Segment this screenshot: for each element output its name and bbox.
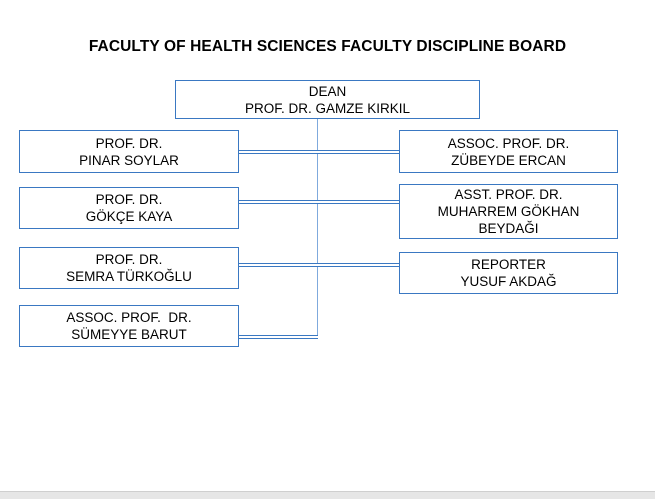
member-title: REPORTER [471, 257, 546, 272]
connector-right-2 [318, 200, 399, 204]
member-box-left-4 [19, 305, 239, 347]
member-title: ASSOC. PROF. DR. [66, 310, 192, 325]
connector-right-1 [318, 150, 399, 154]
member-box-right-2 [399, 184, 618, 239]
member-name: MUHARREM GÖKHAN [437, 204, 580, 219]
dean-role: DEAN [308, 83, 347, 99]
member-box-left-1 [19, 130, 239, 173]
member-title: PROF. DR. [95, 192, 163, 207]
connector-left-4 [238, 335, 318, 339]
connector-left-3 [238, 263, 318, 267]
bottom-scrollbar [0, 491, 655, 499]
member-box-left-3 [19, 247, 239, 289]
chart-title: FACULTY OF HEALTH SCIENCES FACULTY DISCIPLINE BOARD [88, 38, 567, 55]
member-name: GÖKÇE KAYA [85, 209, 173, 224]
dean-box [175, 80, 480, 119]
member-box-left-2 [19, 187, 239, 229]
member-title: ASSOC. PROF. DR. [447, 135, 570, 151]
member-title: ASST. PROF. DR. [454, 187, 563, 202]
connector-left-2 [238, 200, 318, 204]
member-surname: BEYDAĞI [478, 221, 539, 236]
connector-right-3 [318, 263, 399, 267]
member-name: PINAR SOYLAR [79, 152, 179, 168]
member-name: ZÜBEYDE ERCAN [451, 152, 566, 168]
member-box-right-3 [399, 252, 618, 294]
connector-left-1 [238, 150, 318, 154]
dean-name: PROF. DR. GAMZE KIRKIL [244, 100, 411, 116]
member-box-right-1 [399, 130, 618, 173]
member-title: PROF. DR. [95, 135, 163, 151]
member-name: SÜMEYYE BARUT [71, 327, 187, 342]
member-name: YUSUF AKDAĞ [460, 274, 557, 289]
member-title: PROF. DR. [95, 252, 163, 267]
member-name: SEMRA TÜRKOĞLU [66, 269, 192, 284]
